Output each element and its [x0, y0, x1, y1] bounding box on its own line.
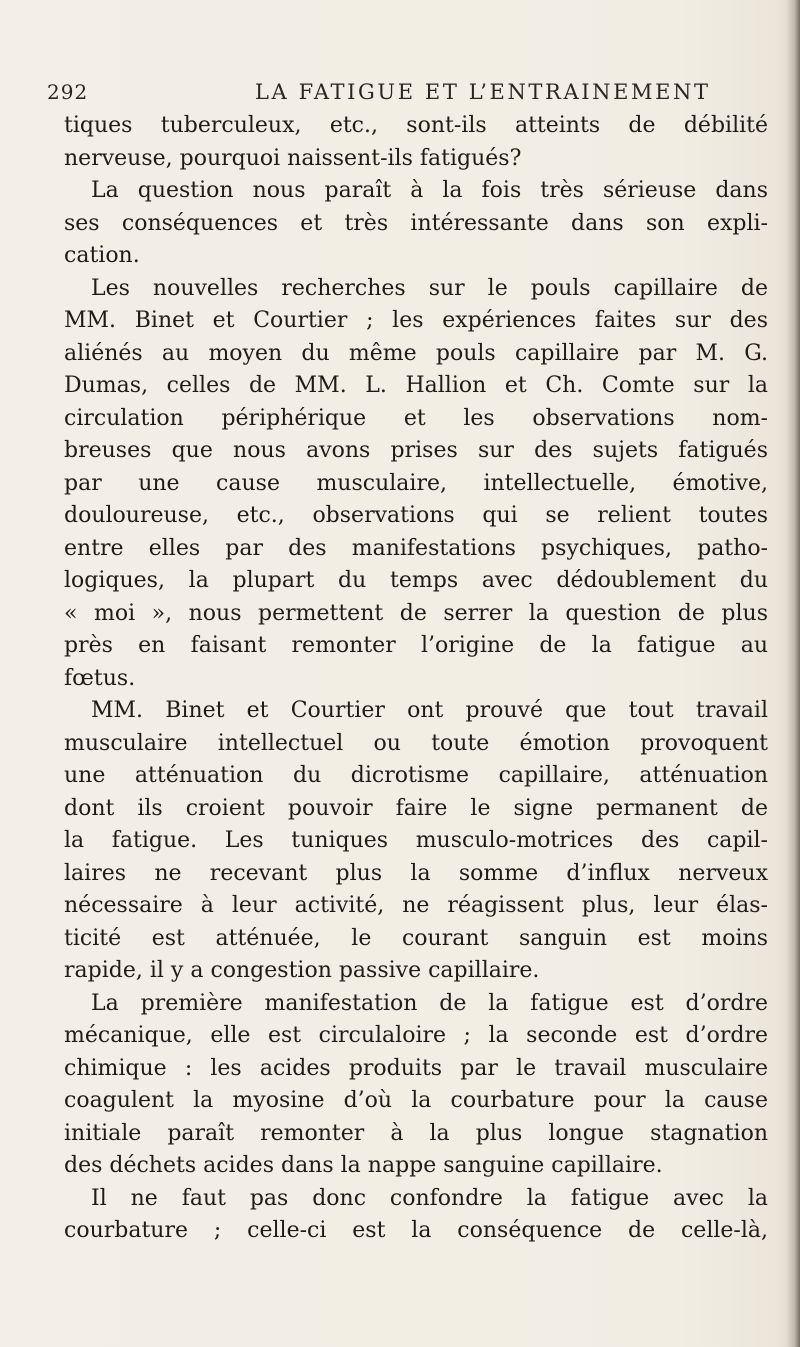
- text-line: laires ne recevant plus la somme d’influx nerveux: [64, 860, 768, 886]
- text-line: dont ils croient pouvoir faire le signe permanent de: [64, 795, 768, 821]
- page-edge-shadow: [786, 0, 800, 1347]
- text-line: MM. Binet et Courtier ; les expériences faites sur des: [64, 308, 768, 333]
- text-line: par une cause musculaire, intellectuelle, émotive,: [64, 470, 768, 496]
- text-line: près en faisant remonter l’origine de la fatigue au: [64, 633, 768, 658]
- text-line: chimique : les acides produits par le travail musculaire: [64, 1055, 768, 1081]
- text-line: circulation périphérique et les observations nom-: [64, 405, 768, 431]
- text-line: aliénés au moyen du même pouls capillaire par M. G.: [64, 340, 768, 366]
- text-line: initiale paraît remonter à la plus longue stagnation: [64, 1120, 768, 1146]
- text-line: musculaire intellectuel ou toute émotion provoquent: [64, 730, 768, 756]
- text-line: douloureuse, etc., observations qui se relient toutes: [64, 503, 768, 528]
- running-head: LA FATIGUE ET L’ENTRAINEMENT: [255, 80, 711, 104]
- text-line: La question nous paraît à la fois très sérieuse dans: [91, 178, 768, 203]
- text-line: cation.: [64, 243, 140, 268]
- text-line: breuses que nous avons prises sur des sujets fatigués: [64, 438, 768, 463]
- text-line: Il ne faut pas donc confondre la fatigue avec la: [91, 1185, 768, 1211]
- text-line: MM. Binet et Courtier ont prouvé que tout travail: [91, 698, 768, 723]
- text-line: ses conséquences et très intéressante dans son expli-: [64, 210, 768, 236]
- text-line: fœtus.: [64, 665, 136, 691]
- text-line: rapide, il y a congestion passive capillaire.: [64, 958, 540, 983]
- text-line: nerveuse, pourquoi naissent-ils fatigués?: [64, 145, 522, 171]
- text-line: tiques tuberculeux, etc., sont-ils atteints de débilité: [64, 113, 768, 138]
- page-header: [0, 50, 800, 104]
- text-line: mécanique, elle est circulaloire ; la seconde est d’ordre: [64, 1023, 768, 1048]
- body-text: [64, 110, 768, 1248]
- page-number: 292: [47, 80, 89, 104]
- text-line: une atténuation du dicrotisme capillaire, atténuation: [64, 763, 768, 788]
- text-line: logiques, la plupart du temps avec dédoublement du: [64, 568, 768, 593]
- text-line: « moi », nous permettent de serrer la question de plus: [64, 600, 768, 626]
- text-line: des déchets acides dans la nappe sanguine capillaire.: [64, 1153, 663, 1178]
- text-line: La première manifestation de la fatigue est d’ordre: [91, 990, 768, 1016]
- text-line: Les nouvelles recherches sur le pouls capillaire de: [91, 275, 768, 301]
- text-line: coagulent la myosine d’où la courbature pour la cause: [64, 1088, 768, 1113]
- text-line: ticité est atténuée, le courant sanguin est moins: [64, 925, 768, 951]
- text-line: la fatigue. Les tuniques musculo-motrices des capil-: [64, 828, 768, 853]
- text-line: Dumas, celles de MM. L. Hallion et Ch. Comte sur la: [64, 373, 768, 398]
- text-line: nécessaire à leur activité, ne réagissent plus, leur élas-: [64, 893, 768, 918]
- text-line: entre elles par des manifestations psychiques, patho-: [64, 535, 768, 561]
- text-line: courbature ; celle-ci est la conséquence de celle-là,: [64, 1218, 768, 1243]
